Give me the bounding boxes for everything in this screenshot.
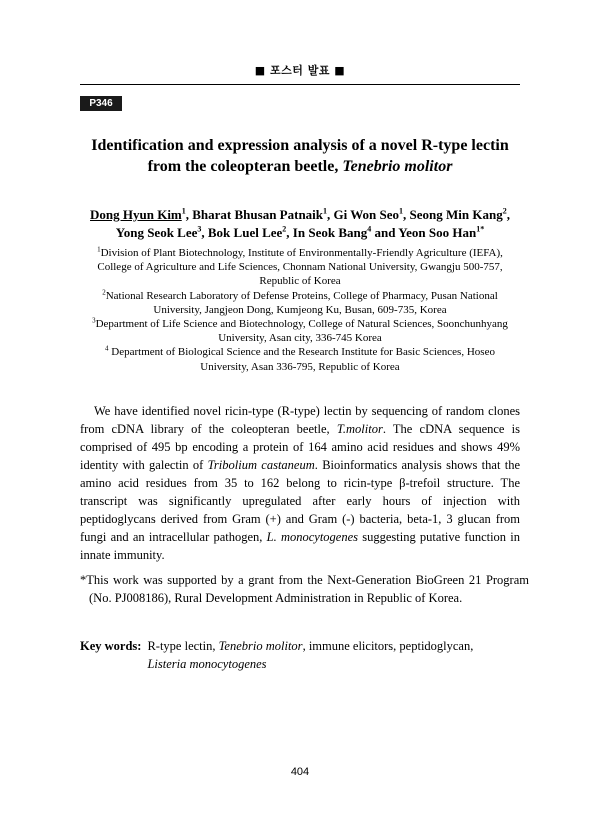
affiliation-item	[80, 289, 520, 317]
author-affiliation-mark: 1	[399, 206, 404, 216]
author-affiliation-mark: 2	[282, 224, 287, 234]
abstract-species: Tribolium castaneum	[207, 458, 315, 472]
abstract-species: T.molitor	[336, 422, 383, 436]
author-separator: ,	[185, 207, 193, 222]
author-separator: ,	[327, 207, 334, 222]
affiliation-text: Department of Biological Science and the Research Institute for Basic Sciences, Hoseo University, Asan 336-795, Republic of Korea	[108, 346, 495, 373]
author-affiliation-mark: 2	[502, 206, 507, 216]
keyword: R-type lectin,	[147, 639, 219, 653]
affiliation-number: 4	[105, 344, 109, 353]
title-species: Tenebrio molitor	[342, 158, 453, 175]
author-separator: and	[371, 225, 399, 240]
affiliation-item	[80, 317, 520, 345]
keyword-italic: Tenebrio molitor	[218, 639, 303, 653]
affiliation-number: 1	[97, 245, 101, 254]
author-list	[70, 206, 530, 242]
affiliation-list	[80, 246, 520, 374]
author-separator: ,	[286, 225, 293, 240]
keywords-label: Key words:	[80, 639, 142, 653]
author-separator: ,	[403, 207, 410, 222]
author-separator: ,	[506, 207, 510, 222]
paper-title	[70, 135, 530, 177]
author-name: Bharat Bhusan Patnaik	[192, 207, 324, 222]
author-name: Yong Seok Lee	[115, 225, 198, 240]
affiliation-item	[80, 345, 520, 373]
abstract-species: L. monocytogenes	[266, 530, 359, 544]
affiliation-text: Division of Plant Biotechnology, Institute of Environmentally-Friendly Agriculture (IEFA), College of Agriculture and Life Sciences, Chonnam National University, Gwangju 500-757, Republic of Korea	[97, 247, 503, 288]
author-affiliation-mark: 4	[367, 224, 372, 234]
author-name: Seong Min Kang	[409, 207, 503, 222]
author-affiliation-mark: 3	[197, 224, 202, 234]
page-number: 404	[290, 766, 310, 778]
author-affiliation-mark: 1	[181, 206, 186, 216]
acknowledgement: *This work was supported by a grant from the Next-Generation BioGreen 21 Program (No. PJ008186), Rural Development Administration in Republic of Korea.	[80, 573, 529, 605]
abstract-text: . The cDNA sequence is comprised of 495 bp encoding a protein of 164 amino acid residues and shows 49% identity with galectin of	[80, 422, 520, 472]
title-line-1: Identification and expression analysis of a novel R-type lectin	[91, 137, 509, 154]
section-header: ■ 포스터 발표 ■	[254, 64, 346, 77]
affiliation-number: 2	[102, 287, 106, 296]
author-name: Bok Luel Lee	[207, 225, 283, 240]
abstract-paragraph	[80, 402, 520, 564]
author-affiliation-mark: 1*	[476, 224, 485, 234]
author-name: In Seok Bang	[292, 225, 368, 240]
abstract-text: suggesting putative function in innate immunity.	[80, 530, 521, 562]
affiliation-item	[80, 246, 520, 289]
abstract-text: . Bioinformatics analysis shows that the amino acid residues from 35 to 162 belong to ricin-type β-trefoil structure. The transcript was significantly upregulated after early hours of injection with peptidoglycans derived from Gram (+) and Gram (-) bacteria, beta-1, 3 glucan from fungi and an intracellular pathogen,	[80, 458, 520, 544]
author-separator: ,	[201, 225, 208, 240]
author-affiliation-mark: 1	[323, 206, 328, 216]
title-line-2-prefix: from the coleopteran beetle,	[147, 158, 343, 175]
keyword-italic: Listeria monocytogenes	[147, 657, 267, 671]
author-name: Yeon Soo Han	[398, 225, 477, 240]
author-name: Dong Hyun Kim	[90, 207, 182, 222]
keyword: , immune elicitors, peptidoglycan,	[302, 639, 474, 653]
header-rule	[80, 84, 520, 85]
affiliation-text: Department of Life Science and Biotechnology, College of Natural Sciences, Soonchunhyang University, Asan city, 336-745 Korea	[95, 318, 508, 345]
poster-code-badge: P346	[80, 96, 122, 111]
affiliation-text: National Research Laboratory of Defense Proteins, College of Pharmacy, Pusan National University, Jangjeon Dong, Kumjeong Ku, Busan, 609-735, Korea	[105, 289, 498, 316]
affiliation-number: 3	[92, 316, 96, 325]
keywords	[80, 637, 520, 673]
author-name: Gi Won Seo	[333, 207, 400, 222]
abstract-text: We have identified novel ricin-type (R-type) lectin by sequencing of random clones from cDNA library of the coleopteran beetle,	[80, 404, 520, 436]
keywords-text	[147, 637, 520, 673]
